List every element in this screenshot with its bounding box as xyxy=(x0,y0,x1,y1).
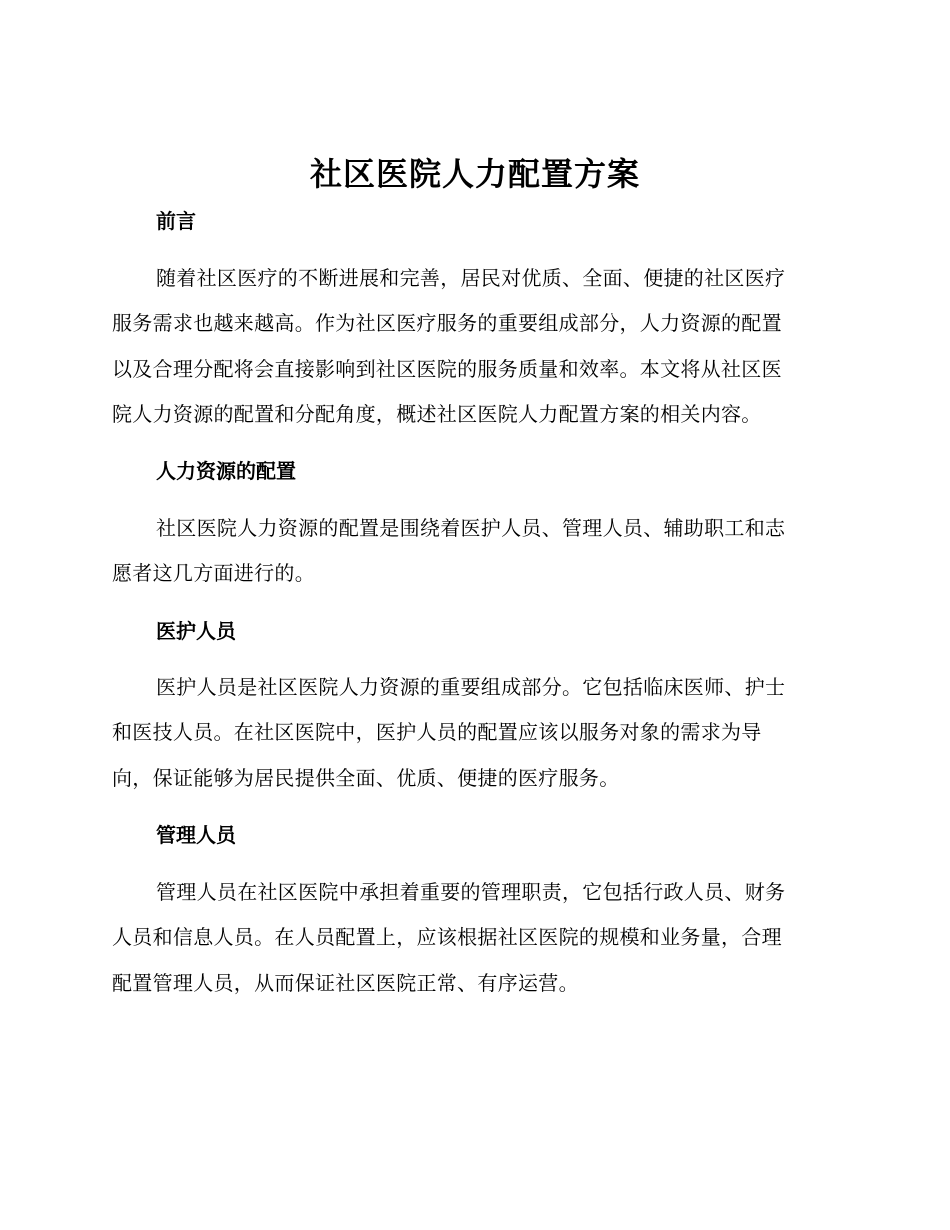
paragraph-medical-staff xyxy=(112,665,842,801)
paragraph-hr-allocation xyxy=(112,506,842,597)
paragraph-line: 和医技人员。在社区医院中，医护人员的配置应该以服务对象的需求为导 xyxy=(112,720,762,745)
paragraph-line: 人员和信息人员。在人员配置上，应该根据社区医院的规模和业务量，合理 xyxy=(112,925,782,950)
paragraph-line: 服务需求也越来越高。作为社区医疗服务的重要组成部分，人力资源的配置 xyxy=(112,311,782,336)
section-heading-hr-allocation: 人力资源的配置 xyxy=(156,459,296,483)
paragraph-line: 院人力资源的配置和分配角度，概述社区医院人力配置方案的相关内容。 xyxy=(112,401,762,426)
paragraph-preface xyxy=(112,256,842,437)
section-heading-preface: 前言 xyxy=(156,209,196,233)
paragraph-line: 配置管理人员，从而保证社区医院正常、有序运营。 xyxy=(112,970,579,995)
paragraph-management-staff xyxy=(112,870,842,1006)
paragraph-line: 以及合理分配将会直接影响到社区医院的服务质量和效率。本文将从社区医 xyxy=(112,356,782,381)
section-heading-medical-staff: 医护人员 xyxy=(156,619,236,643)
paragraph-line: 愿者这几方面进行的。 xyxy=(112,561,315,586)
paragraph-line: 社区医院人力资源的配置是围绕着医护人员、管理人员、辅助职工和志 xyxy=(156,516,786,540)
paragraph-line: 医护人员是社区医院人力资源的重要组成部分。它包括临床医师、护士 xyxy=(156,675,786,699)
paragraph-line: 向，保证能够为居民提供全面、优质、便捷的医疗服务。 xyxy=(112,765,620,790)
section-heading-management-staff: 管理人员 xyxy=(156,823,236,847)
document-title: 社区医院人力配置方案 xyxy=(309,155,640,193)
paragraph-line: 管理人员在社区医院中承担着重要的管理职责，它包括行政人员、财务 xyxy=(156,880,786,904)
paragraph-line: 随着社区医疗的不断进展和完善，居民对优质、全面、便捷的社区医疗 xyxy=(156,266,786,290)
